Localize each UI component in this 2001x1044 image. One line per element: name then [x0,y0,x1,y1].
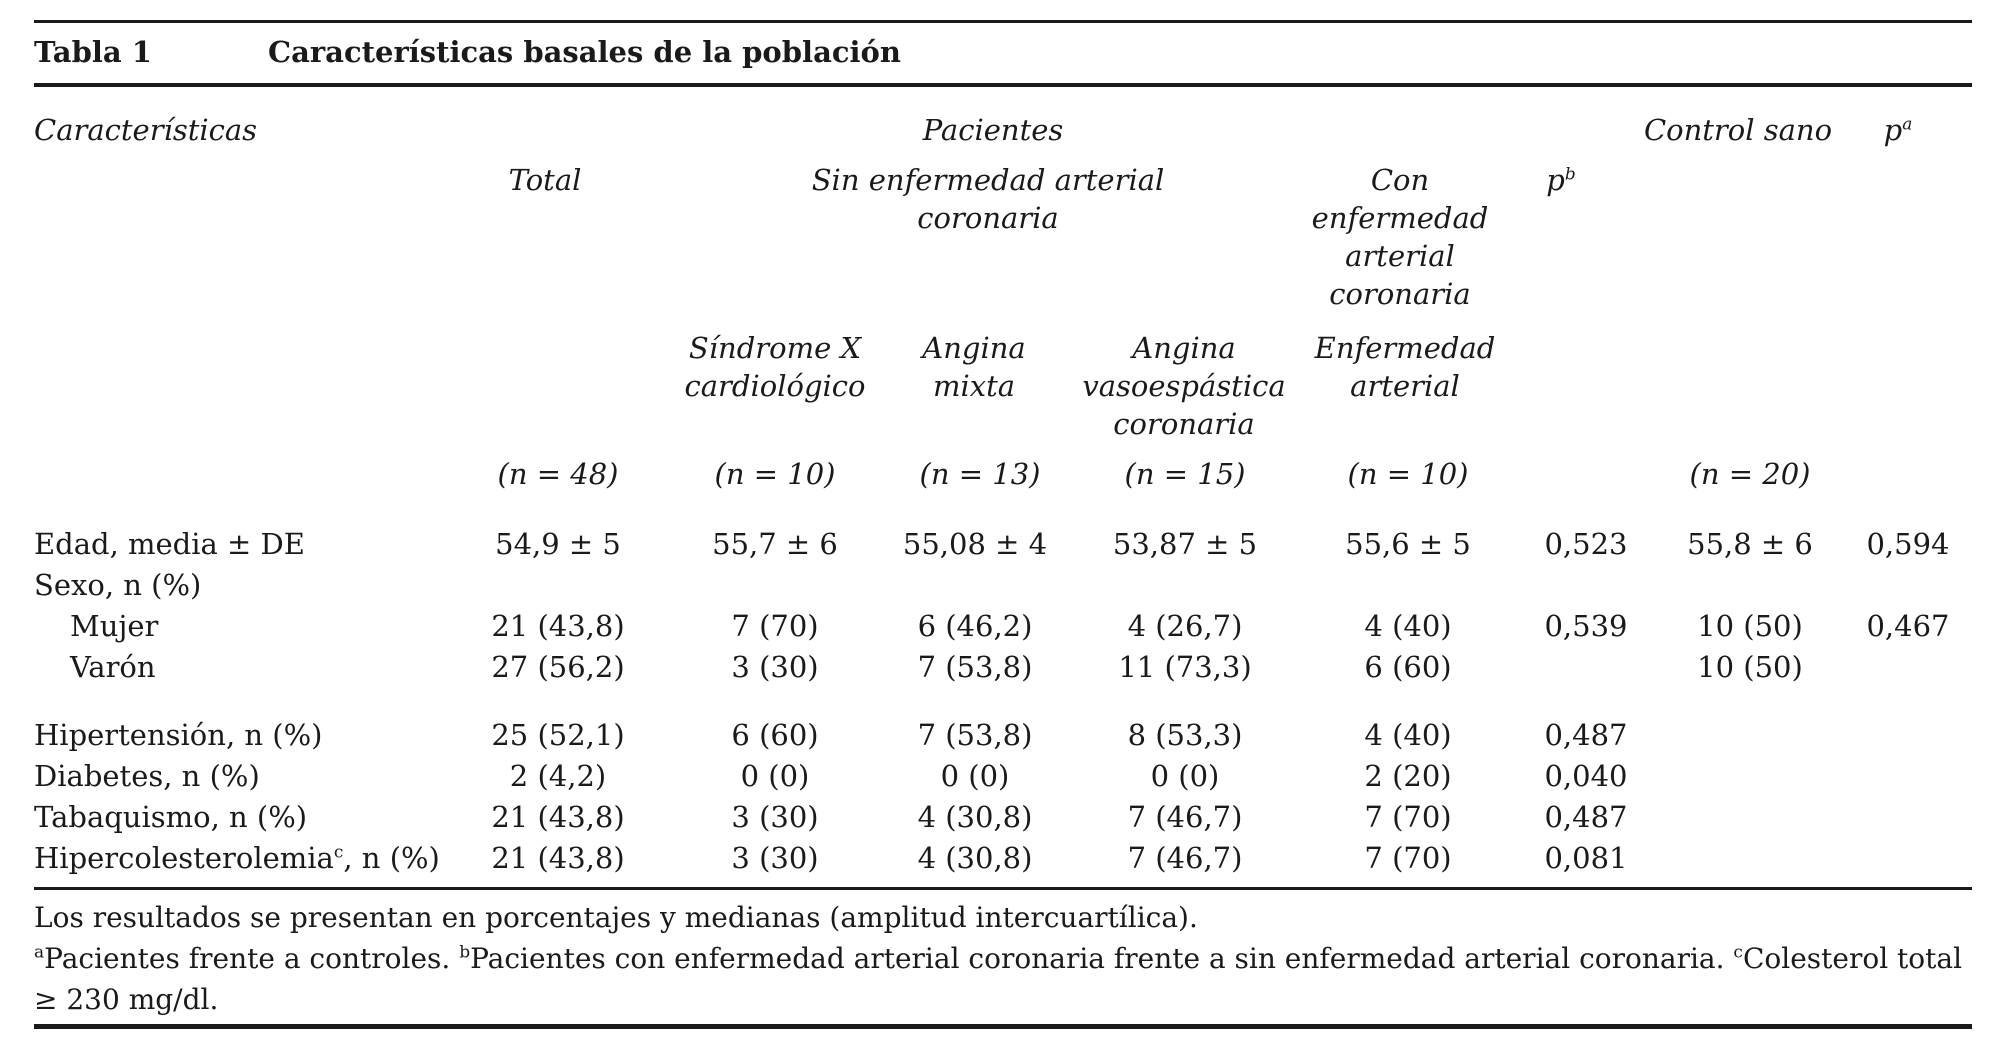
n-enfermedad-arterial: (n = 10) [1347,457,1469,491]
cell-tab-ea: 7 (70) [1364,800,1452,834]
cell-hta-ea: 4 (40) [1364,718,1452,752]
table-label: Tabla 1 [34,35,152,69]
row-label-mujer: Mujer [70,609,159,643]
header-p-a: $p^a$ [1883,113,1913,147]
header-without-cad: Sin enfermedad arterial coronaria [811,163,1165,235]
header-with-cad: Con enfermedad arterial coronaria [1311,163,1489,311]
header-angina-vasoespastica: Angina vasoespástica coronaria [1082,331,1286,441]
cell-tab-av: 7 (46,7) [1127,800,1243,834]
row-label-diabetes: Diabetes, n (%) [34,759,260,793]
n-total: (n = 48) [497,457,619,491]
row-label-tabaquismo: Tabaquismo, n (%) [34,800,308,834]
cell-dm-total: 2 (4,2) [509,759,607,793]
cell-hta-av: 8 (53,3) [1127,718,1243,752]
cell-hta-total: 25 (52,1) [491,718,625,752]
cell-hta-pb: 0,487 [1544,718,1628,752]
header-patients: Pacientes [922,113,1064,147]
cell-edad-total: 54,9 ± 5 [495,527,621,561]
cell-dm-am: 0 (0) [940,759,1010,793]
header-total: Total [508,163,582,197]
cell-tab-total: 21 (43,8) [491,800,625,834]
top-rule [34,20,1972,23]
table-title: Características basales de la población [268,35,901,69]
row-label-hipertension: Hipertensión, n (%) [34,718,323,752]
n-sindrome-x: (n = 10) [714,457,836,491]
row-label-hipercolesterolemia: Hipercolesterolemia$^c$, n (%) [34,841,440,875]
cell-mujer-ea: 4 (40) [1364,609,1452,643]
cell-mujer-control: 10 (50) [1697,609,1803,643]
cell-mujer-am: 6 (46,2) [917,609,1033,643]
cell-dm-ea: 2 (20) [1364,759,1452,793]
cell-varon-av: 11 (73,3) [1118,650,1252,684]
n-angina-vasoespastica: (n = 15) [1124,457,1246,491]
cell-mujer-pa: 0,467 [1866,609,1950,643]
cell-varon-control: 10 (50) [1697,650,1803,684]
cell-dm-av: 0 (0) [1150,759,1220,793]
bottom-rule [34,1024,1972,1029]
cell-mujer-pb: 0,539 [1544,609,1628,643]
cell-hcol-sx: 3 (30) [731,841,819,875]
cell-mujer-total: 21 (43,8) [491,609,625,643]
cell-edad-pa: 0,594 [1866,527,1950,561]
cell-edad-control: 55,8 ± 6 [1687,527,1813,561]
cell-tab-am: 4 (30,8) [917,800,1033,834]
cell-hta-sx: 6 (60) [731,718,819,752]
row-label-varon: Varón [70,650,156,684]
cell-edad-ea: 55,6 ± 5 [1345,527,1471,561]
header-sindrome-x: Síndrome X cardiológico [684,331,866,403]
cell-edad-sx: 55,7 ± 6 [712,527,838,561]
cell-edad-av: 53,87 ± 5 [1112,527,1258,561]
cell-varon-sx: 3 (30) [731,650,819,684]
header-enfermedad-arterial: Enfermedad arterial [1314,331,1496,403]
footnote-results: Los resultados se presentan en porcentajes y medianas (amplitud intercuartílica). [34,901,1198,934]
header-characteristics: Características [34,113,258,147]
cell-hcol-pb: 0,081 [1544,841,1628,875]
cell-dm-sx: 0 (0) [740,759,810,793]
row-label-sexo: Sexo, n (%) [34,568,202,602]
footnote-abc: $^a$Pacientes frente a controles. $^b$Pacientes con enfermedad arterial coronaria frente a sin enfermedad arterial coronaria. $^c$Colesterol total [34,942,1963,975]
cell-varon-total: 27 (56,2) [491,650,625,684]
cell-tab-pb: 0,487 [1544,800,1628,834]
cell-varon-am: 7 (53,8) [917,650,1033,684]
header-angina-mixta: Angina mixta [922,331,1026,403]
cell-hcol-ea: 7 (70) [1364,841,1452,875]
title-rule [34,83,1972,87]
footnote-cholesterol-threshold: ≥ 230 mg/dl. [34,983,219,1016]
cell-hcol-total: 21 (43,8) [491,841,625,875]
cell-hcol-av: 7 (46,7) [1127,841,1243,875]
cell-tab-sx: 3 (30) [731,800,819,834]
cell-mujer-av: 4 (26,7) [1127,609,1243,643]
cell-hcol-am: 4 (30,8) [917,841,1033,875]
body-bottom-rule [34,887,1972,890]
cell-varon-ea: 6 (60) [1364,650,1452,684]
row-label-edad: Edad, media ± DE [34,527,305,561]
header-control: Control sano [1643,113,1833,147]
n-control: (n = 20) [1689,457,1811,491]
n-angina-mixta: (n = 13) [919,457,1041,491]
cell-edad-pb: 0,523 [1544,527,1628,561]
cell-mujer-sx: 7 (70) [731,609,819,643]
cell-edad-am: 55,08 ± 4 [902,527,1048,561]
cell-dm-pb: 0,040 [1544,759,1628,793]
header-p-b: $p^b$ [1546,163,1576,197]
cell-hta-am: 7 (53,8) [917,718,1033,752]
